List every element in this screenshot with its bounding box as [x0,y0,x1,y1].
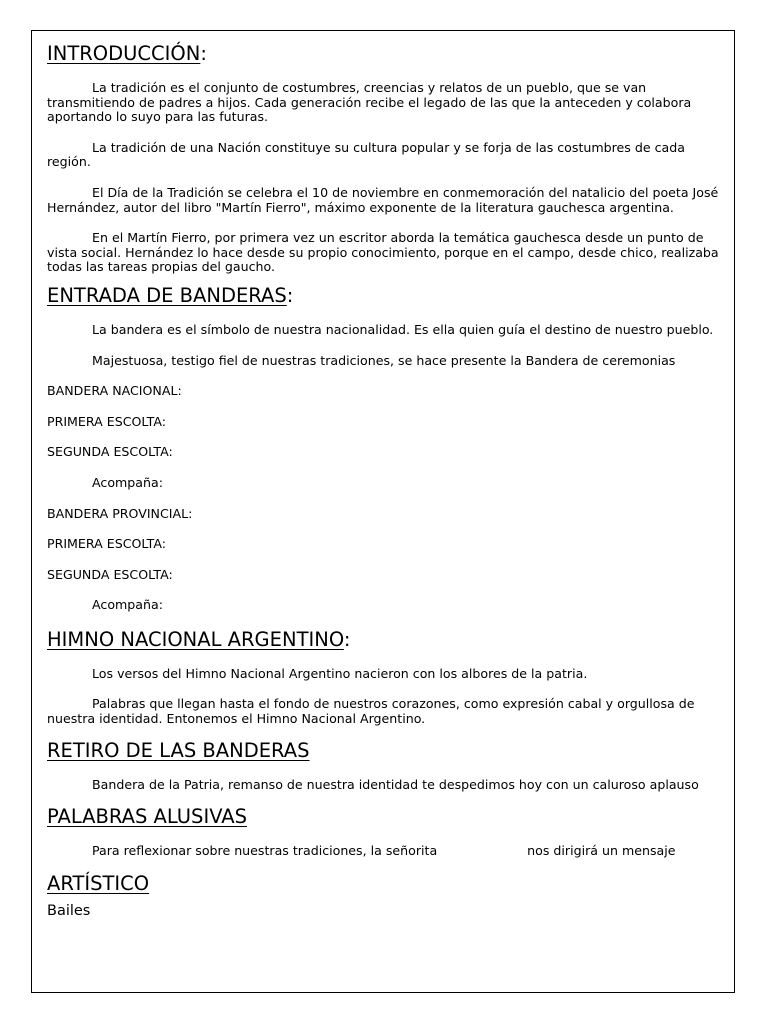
heading-palabras-alusivas: PALABRAS ALUSIVAS [47,805,247,829]
heading-retiro-de-banderas: RETIRO DE LAS BANDERAS [47,738,310,762]
retiro-paragraph: Bandera de la Patria, remanso de nuestra identidad te despedimos hoy con un caluroso aplauso [92,776,699,792]
document-page [31,30,735,993]
primera-escolta-label: PRIMERA ESCOLTA: [47,536,167,552]
heading-introduccion: INTRODUCCIÓN: [47,42,207,65]
bandera-nacional-label: BANDERA NACIONAL: [47,383,182,399]
acompana-label: Acompaña: [92,474,163,490]
banderas-paragraph-1: La bandera es el símbolo de nuestra nacionalidad. Es ella quien guía el destino de nuestro pueblo. [92,321,714,337]
himno-paragraph-2: Palabras que llegan hasta el fondo de nuestros corazones, como expresión cabal y orgullosa de nuestra identidad. Entonemos el Himno Nacional Argentino. [47,696,695,727]
heading-artistico: ARTÍSTICO [47,871,150,895]
segunda-escolta-label: SEGUNDA ESCOLTA: [47,444,173,460]
primera-escolta-label: PRIMERA ESCOLTA: [47,413,167,429]
segunda-escolta-label: SEGUNDA ESCOLTA: [47,566,173,582]
palabras-paragraph: Para reflexionar sobre nuestras tradiciones, la señorita nos dirigirá un mensaje [92,843,676,859]
intro-paragraph-2: La tradición de una Nación constituye su cultura popular y se forja de las costumbres de cada región. [47,139,685,170]
intro-paragraph-3: El Día de la Tradición se celebra el 10 de noviembre en conmemoración del natalicio del poeta José Hernández, autor del libro "Martín Fierro", máximo exponente de la literatura gauchesca argentina. [47,184,719,215]
banderas-paragraph-2: Majestuosa, testigo fiel de nuestras tradiciones, se hace presente la Bandera de ceremonias [92,352,676,368]
heading-entrada-de-banderas: ENTRADA DE BANDERAS: [47,283,294,307]
bandera-provincial-label: BANDERA PROVINCIAL: [47,505,193,521]
heading-himno-nacional: HIMNO NACIONAL ARGENTINO: [47,627,351,651]
intro-paragraph-4: En el Martín Fierro, por primera vez un escritor aborda la temática gauchesca desde un punto de vista social. Hernández lo hace desde su propio conocimiento, porque en el campo, desde chico, realizaba todas las tareas propias del gaucho. [47,230,719,275]
intro-paragraph-1: La tradición es el conjunto de costumbres, creencias y relatos de un pueblo, que se van transmitiendo de padres a hijos. Cada generación recibe el legado de las que la anteceden y colabora aportando lo suyo para las futuras. [47,80,692,125]
himno-paragraph-1: Los versos del Himno Nacional Argentino nacieron con los albores de la patria. [92,665,588,681]
artistico-item-bailes: Bailes [47,902,91,919]
acompana-label: Acompaña: [92,597,163,613]
